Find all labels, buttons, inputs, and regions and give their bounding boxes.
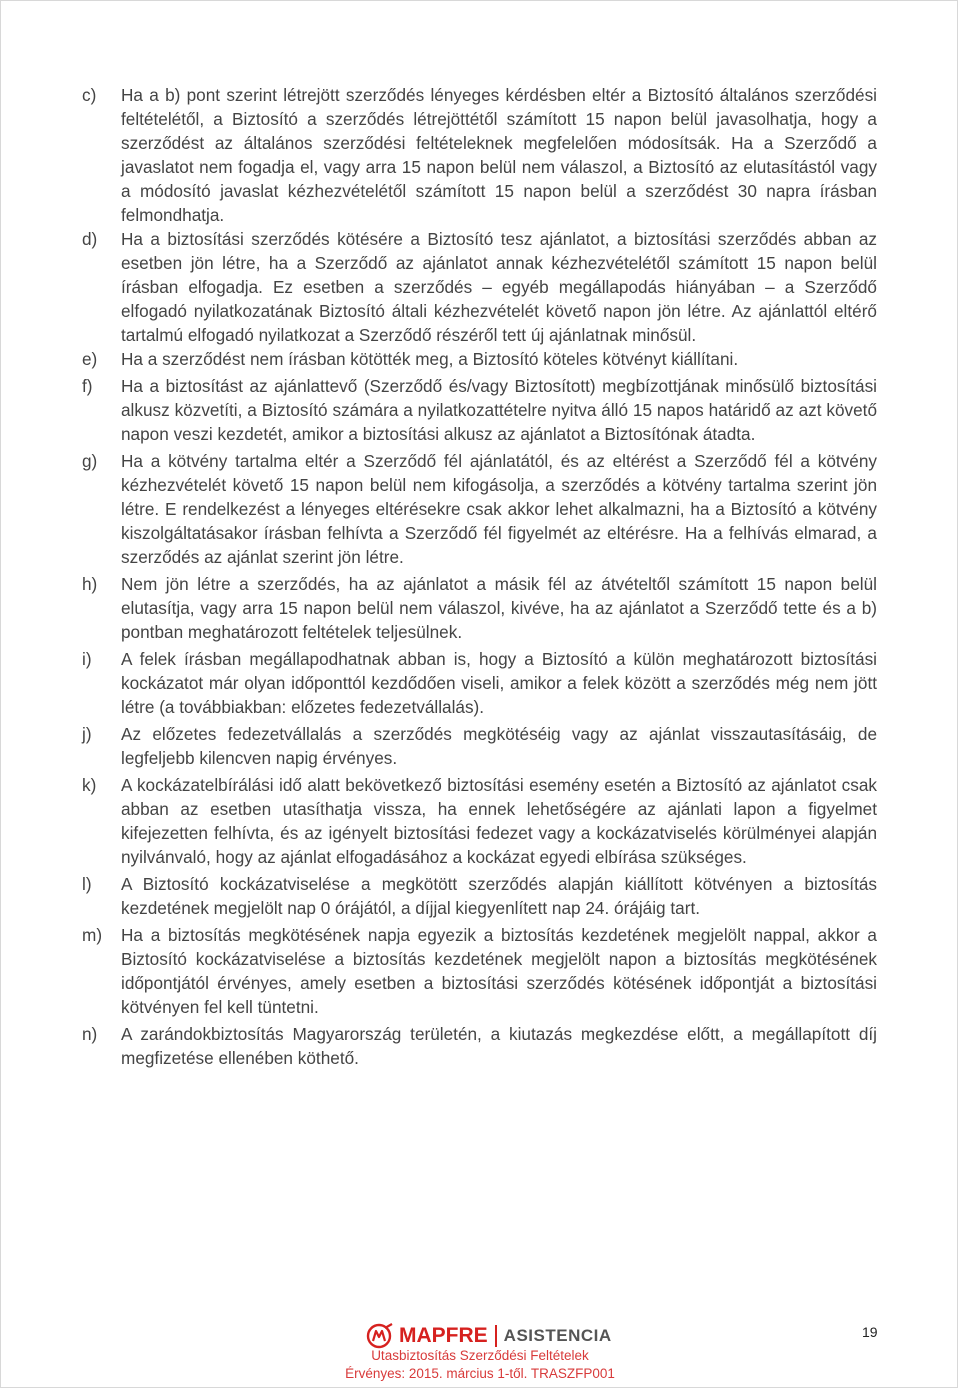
list-item-h xyxy=(82,572,877,644)
list-item-n xyxy=(82,1022,877,1070)
validity-note: Érvényes: 2015. március 1-től. TRASZFP001 xyxy=(345,1366,615,1381)
list-item-g xyxy=(82,449,877,569)
list-item-label: c) xyxy=(82,85,97,105)
list-item-text: A kockázatelbírálási idő alatt bekövetkező biztosítási esemény esetén a Biztosító az ajánlatot csak abban az esetben utasíthatja vissza, ha ennek lehetőségére az ajánlati lapon a figyelmet kifejezetten felhívta, és az igényelt biztosítási fedezet vagy a kockázatviselés körülményei alapján nyilvánvaló, hogy az ajánlat elfogadásához a kockázat egyedi elbírása szükséges. xyxy=(121,775,877,867)
brand-name: MAPFRE xyxy=(399,1324,488,1347)
list-item-label: l) xyxy=(82,874,92,894)
list-item-text: Az előzetes fedezetvállalás a szerződés megkötéséig vagy az ajánlat visszautasításáig, de legfeljebb kilencven napig érvényes. xyxy=(121,724,877,768)
list-item-text: Ha a b) pont szerint létrejött szerződés lényeges kérdésben eltér a Biztosító általános szerződési feltételétől, a Biztosító a szerződés létrejöttétől számított 15 napon belül javasolhatja, hogy a szerződést az általános szerződési feltételeknek megfelelően módosítsák. Ha a Szerződő a javaslatot nem fogadja el, vagy arra 15 napon belül nem válaszol, a Biztosító az elutasítástól vagy a módosító javaslat kézhezvételétől számított 15 napon belül a szerződést 30 napra írásban felmondhatja. xyxy=(121,85,877,225)
list-item-label: d) xyxy=(82,229,98,249)
list-item-e xyxy=(82,347,877,371)
list-item-l xyxy=(82,872,877,920)
list-item-text: Ha a biztosítási szerződés kötésére a Biztosító tesz ajánlatot, a biztosítási szerződés abban az esetben jön létre, ha a Szerződő az ajánlatot annak kézhezvételétől számított 15 napon belül írásban elfogadja. Ez esetben a szerződés – egyéb megállapodás hiányában – a Szerződő elfogadó nyilatkozatának Biztosító általi kézhezvételét követő napon jön létre. Az ajánlattól eltérő tartalmú elfogadó nyilatkozat a Szerződő részéről tett új ajánlatnak minősül. xyxy=(121,229,877,345)
list-item-label: i) xyxy=(82,649,92,669)
list-item-i xyxy=(82,647,877,719)
mapfre-logo-icon xyxy=(365,1322,395,1350)
list-item-label: n) xyxy=(82,1024,98,1044)
list-item-text: Ha a kötvény tartalma eltér a Szerződő fél ajánlatától, és az eltérést a Szerződő fél a kötvény kézhezvételét követő 15 napon belül nem kifogásolja, a szerződés a kötvény tartalma szerint jön létre. E rendelkezést a lényeges eltérésekre csak akkor lehet alkalmazni, ha a Biztosító a kötvény kiszolgáltatásakor írásban felhívta a Szerződő fél figyelmét az eltérésre. Ha a felhívás elmarad, a szerződés az ajánlat szerint jön létre. xyxy=(121,451,877,567)
list-item-label: m) xyxy=(82,925,103,945)
document-title: Utasbiztosítás Szerződési Feltételek xyxy=(371,1348,589,1363)
brand-subname: ASISTENCIA xyxy=(503,1326,612,1345)
list-item-label: h) xyxy=(82,574,98,594)
list-item-label: e) xyxy=(82,349,98,369)
list-item-c xyxy=(82,83,877,227)
list-item-label: g) xyxy=(82,451,98,471)
list-item-k xyxy=(82,773,877,869)
list-item-label: f) xyxy=(82,376,93,396)
page-number: 19 xyxy=(862,1324,878,1340)
brand-divider xyxy=(495,1325,497,1347)
list-item-j xyxy=(82,722,877,770)
list-item-text: Ha a biztosítást az ajánlattevő (Szerződő és/vagy Biztosított) megbízottjának minősülő biztosítási alkusz közvetíti, a Biztosító számára a nyilatkozattételre nyitva álló 15 napos határidő az azt követő napon veszi kezdetét, amikor a biztosítási alkusz az ajánlatot a Biztosítónak átadta. xyxy=(121,376,877,444)
page-footer xyxy=(0,1320,960,1390)
brand-logo xyxy=(365,1322,612,1350)
list-item-text: A felek írásban megállapodhatnak abban is, hogy a Biztosító a külön meghatározott biztosítási kockázatot már olyan időponttól kezdődően viseli, amikor a felek között a szerződés még nem jött létre (a továbbiakban: előzetes fedezetvállalás). xyxy=(121,649,877,717)
list-item-f xyxy=(82,374,877,446)
list-item-text: Nem jön létre a szerződés, ha az ajánlatot a másik fél az átvételtől számított 15 napon belül elutasítja, vagy arra 15 napon belül nem válaszol, kivéve, ha az ajánlatot a Szerződő tette és a b) pontban meghatározott feltételek teljesülnek. xyxy=(121,574,877,642)
list-item-label: k) xyxy=(82,775,97,795)
list-item-d xyxy=(82,227,877,347)
list-item-text: A zarándokbiztosítás Magyarország területén, a kiutazás megkezdése előtt, a megállapított díj megfizetése ellenében köthető. xyxy=(121,1024,877,1068)
document-body xyxy=(82,83,877,1070)
list-item-m xyxy=(82,923,877,1019)
list-item-text: A Biztosító kockázatviselése a megkötött szerződés alapján kiállított kötvényen a biztosítás kezdetének megjelölt nap 0 órájától, a díjjal kiegyenlített nap 24. órájáig tart. xyxy=(121,874,877,918)
list-item-label: j) xyxy=(82,724,92,744)
list-item-text: Ha a szerződést nem írásban kötötték meg, a Biztosító köteles kötvényt kiállítani. xyxy=(121,349,739,369)
list-item-text: Ha a biztosítás megkötésének napja egyezik a biztosítás kezdetének megjelölt nappal, akkor a Biztosító kockázatviselése a biztosítás kezdetének megjelölt napon a biztosítás megkötésének időpontjától érvényes, amely esetben a biztosítási szerződés kötésének időpontját a biztosítási kötvényen fel kell tüntetni. xyxy=(121,925,877,1017)
